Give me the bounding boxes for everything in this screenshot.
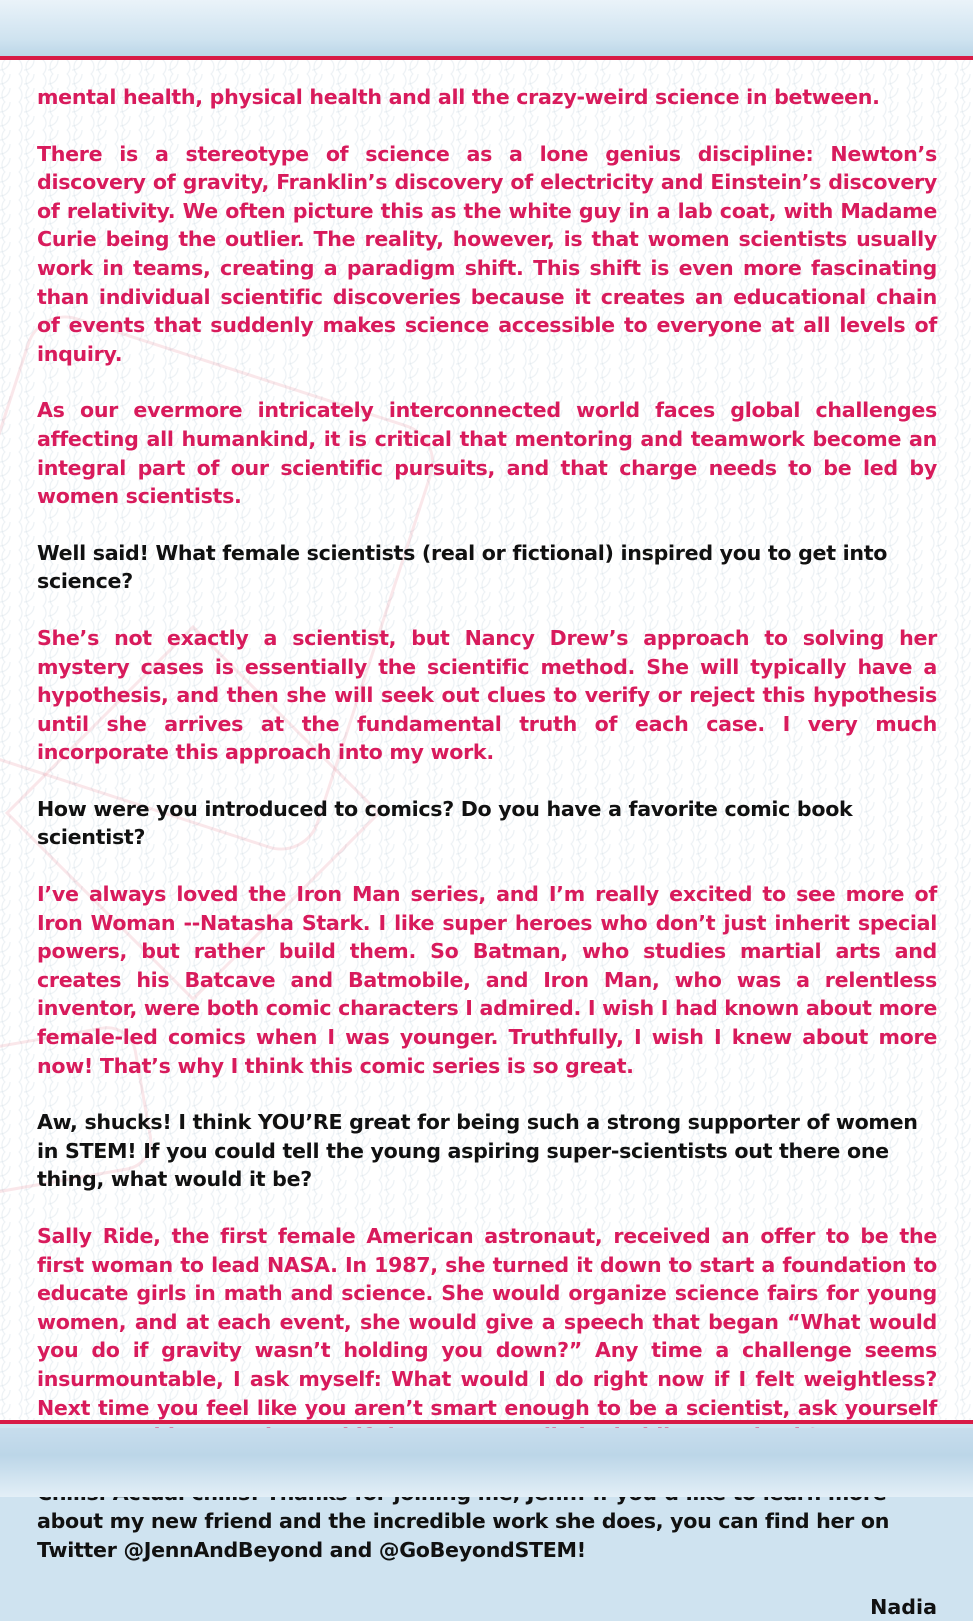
top-background-band (0, 0, 973, 56)
question-inspiration: Well said! What female scientists (real or fictional) inspired you to get into science? (37, 540, 888, 594)
answer-paragraph-intro-tail: mental health, physical health and all the crazy-weird science in between. (37, 85, 880, 109)
answer-paragraph-teamwork: As our evermore intricately interconnected world faces global challenges affecting all humankind, it is critical that mentoring and teamwork become an integral part of our scientific pursuits, and that charge needs to be led by women scientists. (37, 398, 937, 509)
closing-paragraph: about my new friend and the incredible work she does, you can find her on Twitter @JennAndBeyond and @GoBeyondSTEM! (37, 1509, 890, 1562)
signature: Nadia (870, 1594, 937, 1619)
answer-paragraph-iron-man: I’ve always loved the Iron Man series, and I’m really excited to see more of Iron Woman --Natasha Stark. I like super heroes who don’t just inherit special powers, but rather build them. So Batman, who studies martial arts and creates his Batcave and Batmobile, and Iron Man, who was a relentless inventor, were both comic characters I admired. I wish I had known about more female-led comics when I was younger. Truthfully, I wish I knew about more now! That’s why I think this comic series is so great. (37, 882, 938, 1078)
article-page (0, 56, 973, 1619)
article-body (37, 83, 937, 1621)
answer-paragraph-sally-ride: Sally Ride, the first female American astronaut, received an offer to be the first woman to lead NASA. In 1987, she turned it down to start a foundation to educate girls in math and science. She would organize science fairs for young women, and at each event, she would give a speech that began “What would you do if gravity wasn’t holding you down?” Any time a challenge seems insurmountable, I ask myself: What would I do right now if I felt weightless? Next time you feel like you aren’t smart enough to be a scientist, ask yourself (37, 1224, 937, 1420)
answer-paragraph-nancy-drew: She’s not exactly a scientist, but Nancy Drew’s approach to solving her mystery cases is essentially the scientific method. She will typically have a hypothesis, and then she will seek out clues to verify or reject this hypothesis until she arrives at the fundamental truth of each case. I very much incorporate this approach into my work. (37, 625, 937, 765)
bottom-background-band (0, 1428, 973, 1497)
question-comics: How were you introduced to comics? Do you have a favorite comic book scientist? (37, 796, 853, 850)
question-advice: Aw, shucks! I think YOU’RE great for being such a strong supporter of women in STEM! If you could tell the young aspiring super-scientists out there one thing, what would it be? (37, 1110, 918, 1192)
answer-paragraph-stereotype: There is a stereotype of science as a lone genius discipline: Newton’s discovery of gravity, Franklin’s discovery of electricity and Einstein’s discovery of relativity. We often picture this as the white guy in a lab coat, with Madame Curie being the outlier. The reality, however, is that women scientists usually work in teams, creating a paradigm shift. This shift is even more fascinating than individual scientific discoveries because it creates an educational chain of events that suddenly makes science accessible to everyone at all levels of inquiry. (37, 141, 937, 366)
